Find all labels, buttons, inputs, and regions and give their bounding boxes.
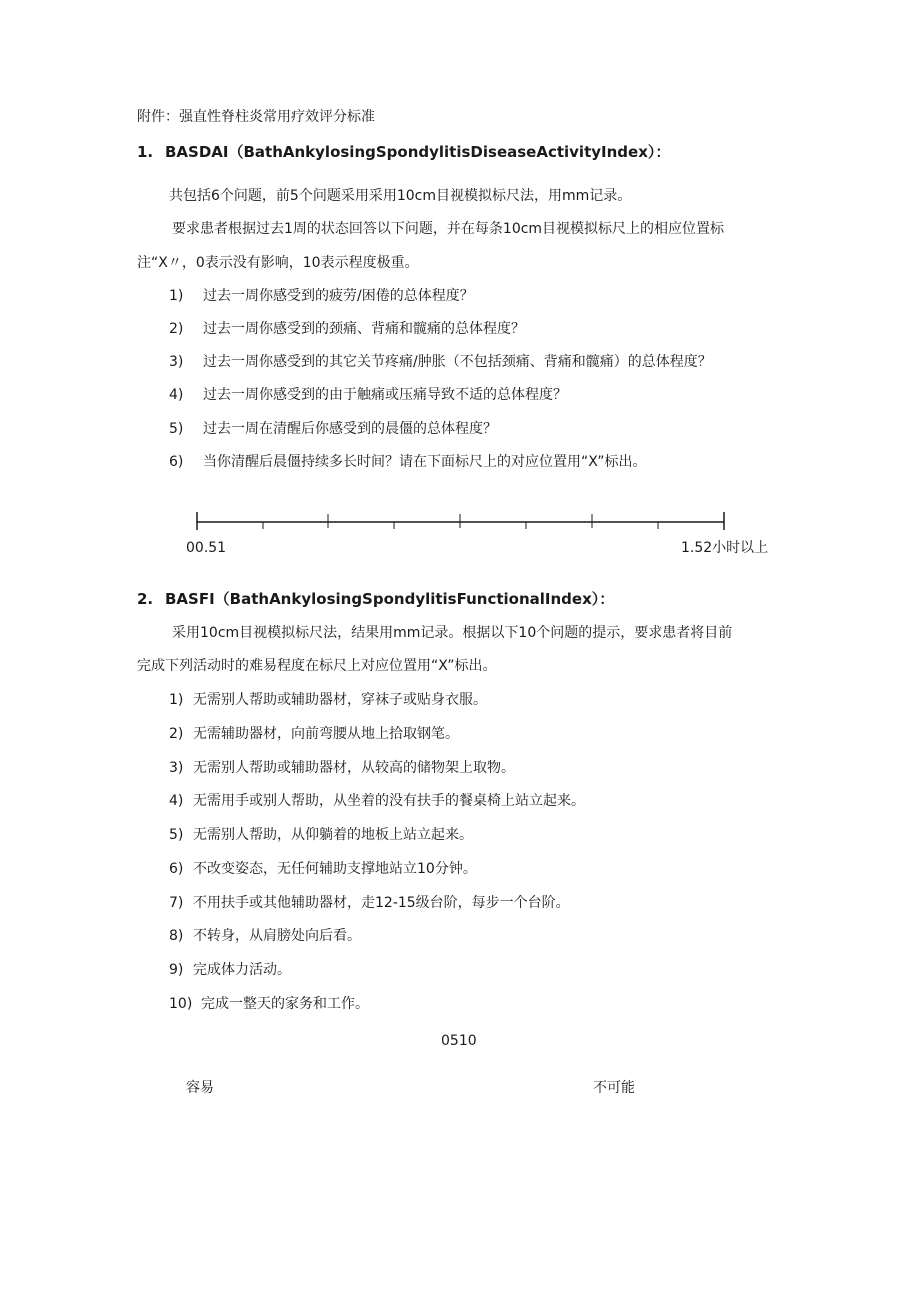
question-text: 当你清醒后晨僵持续多长时间？请在下面标尺上的对应位置用“X”标出。 xyxy=(203,454,647,470)
activity-text: 无需别人帮助或辅助器材，从较高的储物架上取物。 xyxy=(193,760,515,776)
section1-intro-2b: 注“X〃，0表示没有影响，10表示程度极重。 xyxy=(137,255,419,271)
activity-number: 9) xyxy=(169,962,184,978)
function-scale-left-label: 容易 xyxy=(186,1080,214,1096)
activity-text: 不转身，从肩膀处向后看。 xyxy=(193,928,361,944)
activity-number: 2) xyxy=(169,726,184,742)
section2-title: BASFI（BathAnkylosingSpondylitisFunctionalIndex）： xyxy=(165,590,615,608)
activity-text: 无需别人帮助，从仰躺着的地板上站立起来。 xyxy=(193,827,473,843)
question-number: 4) xyxy=(169,387,184,403)
question-item xyxy=(169,286,474,306)
activity-item xyxy=(169,825,473,845)
scale-right-label: 1.52小时以上 xyxy=(681,540,769,556)
activity-text: 完成体力活动。 xyxy=(193,962,291,978)
activity-text: 不用扶手或其他辅助器材，走12-15级台阶，每步一个台阶。 xyxy=(193,895,570,911)
question-text: 过去一周你感受到的由于触痛或压痛导致不适的总体程度？ xyxy=(203,387,567,403)
question-number: 3) xyxy=(169,354,184,370)
question-number: 1) xyxy=(169,288,184,304)
section1-number: 1. xyxy=(137,143,154,161)
function-scale-numbers: 0510 xyxy=(441,1033,477,1049)
activity-item xyxy=(169,791,585,811)
activity-number: 8) xyxy=(169,928,184,944)
section1-heading xyxy=(137,142,670,162)
question-text: 过去一周你感受到的疲劳/困倦的总体程度？ xyxy=(203,288,474,304)
morning-stiffness-scale[interactable] xyxy=(190,508,735,538)
question-item xyxy=(169,452,647,472)
appendix-title: 附件：强直性脊柱炎常用疗效评分标准 xyxy=(137,109,375,125)
activity-number: 4) xyxy=(169,793,184,809)
question-number: 5) xyxy=(169,421,184,437)
section2-number: 2. xyxy=(137,590,154,608)
activity-text: 完成一整天的家务和工作。 xyxy=(201,996,369,1012)
scale-left-label: 00.51 xyxy=(186,540,227,556)
activity-number: 3) xyxy=(169,760,184,776)
activity-text: 不改变姿态，无任何辅助支撑地站立10分钟。 xyxy=(193,861,477,877)
activity-text: 无需辅助器材，向前弯腰从地上拾取钢笔。 xyxy=(193,726,459,742)
activity-item xyxy=(169,926,361,946)
question-item xyxy=(169,419,497,439)
activity-number: 6) xyxy=(169,861,184,877)
question-text: 过去一周你感受到的颈痛、背痛和髋痛的总体程度？ xyxy=(203,321,525,337)
question-text: 过去一周在清醒后你感受到的晨僵的总体程度？ xyxy=(203,421,497,437)
function-scale-right-label: 不可能 xyxy=(593,1080,635,1096)
activity-item xyxy=(169,960,291,980)
activity-item xyxy=(169,690,487,710)
activity-item xyxy=(169,724,459,744)
section1-intro-2a: 要求患者根据过去1周的状态回答以下问题，并在每条10cm目视模拟标尺上的相应位置标 xyxy=(172,221,725,237)
activity-number: 10) xyxy=(169,996,193,1012)
question-number: 2) xyxy=(169,321,184,337)
section1-title: BASDAI（BathAnkylosingSpondylitisDiseaseActivityIndex）： xyxy=(165,143,671,161)
activity-item xyxy=(169,893,570,913)
activity-text: 无需别人帮助或辅助器材，穿袜子或贴身衣服。 xyxy=(193,692,487,708)
section2-intro-1: 采用10cm目视模拟标尺法，结果用mm记录。根据以下10个问题的提示，要求患者将目前 xyxy=(172,625,733,641)
section1-intro-1: 共包括6个问题，前5个问题采用采用10cm目视模拟标尺法，用mm记录。 xyxy=(169,188,632,204)
activity-item xyxy=(169,994,369,1014)
activity-item xyxy=(169,758,515,778)
activity-text: 无需用手或别人帮助，从坐着的没有扶手的餐桌椅上站立起来。 xyxy=(193,793,585,809)
activity-item xyxy=(169,859,477,879)
question-text: 过去一周你感受到的其它关节疼痛/肿胀（不包括颈痛、背痛和髋痛）的总体程度？ xyxy=(203,354,712,370)
activity-number: 1) xyxy=(169,692,184,708)
activity-number: 7) xyxy=(169,895,184,911)
section2-heading xyxy=(137,589,614,609)
section2-intro-2: 完成下列活动时的难易程度在标尺上对应位置用“X”标出。 xyxy=(137,658,497,674)
question-item xyxy=(169,319,525,339)
activity-number: 5) xyxy=(169,827,184,843)
question-item xyxy=(169,352,712,372)
question-item xyxy=(169,385,567,405)
question-number: 6) xyxy=(169,454,184,470)
